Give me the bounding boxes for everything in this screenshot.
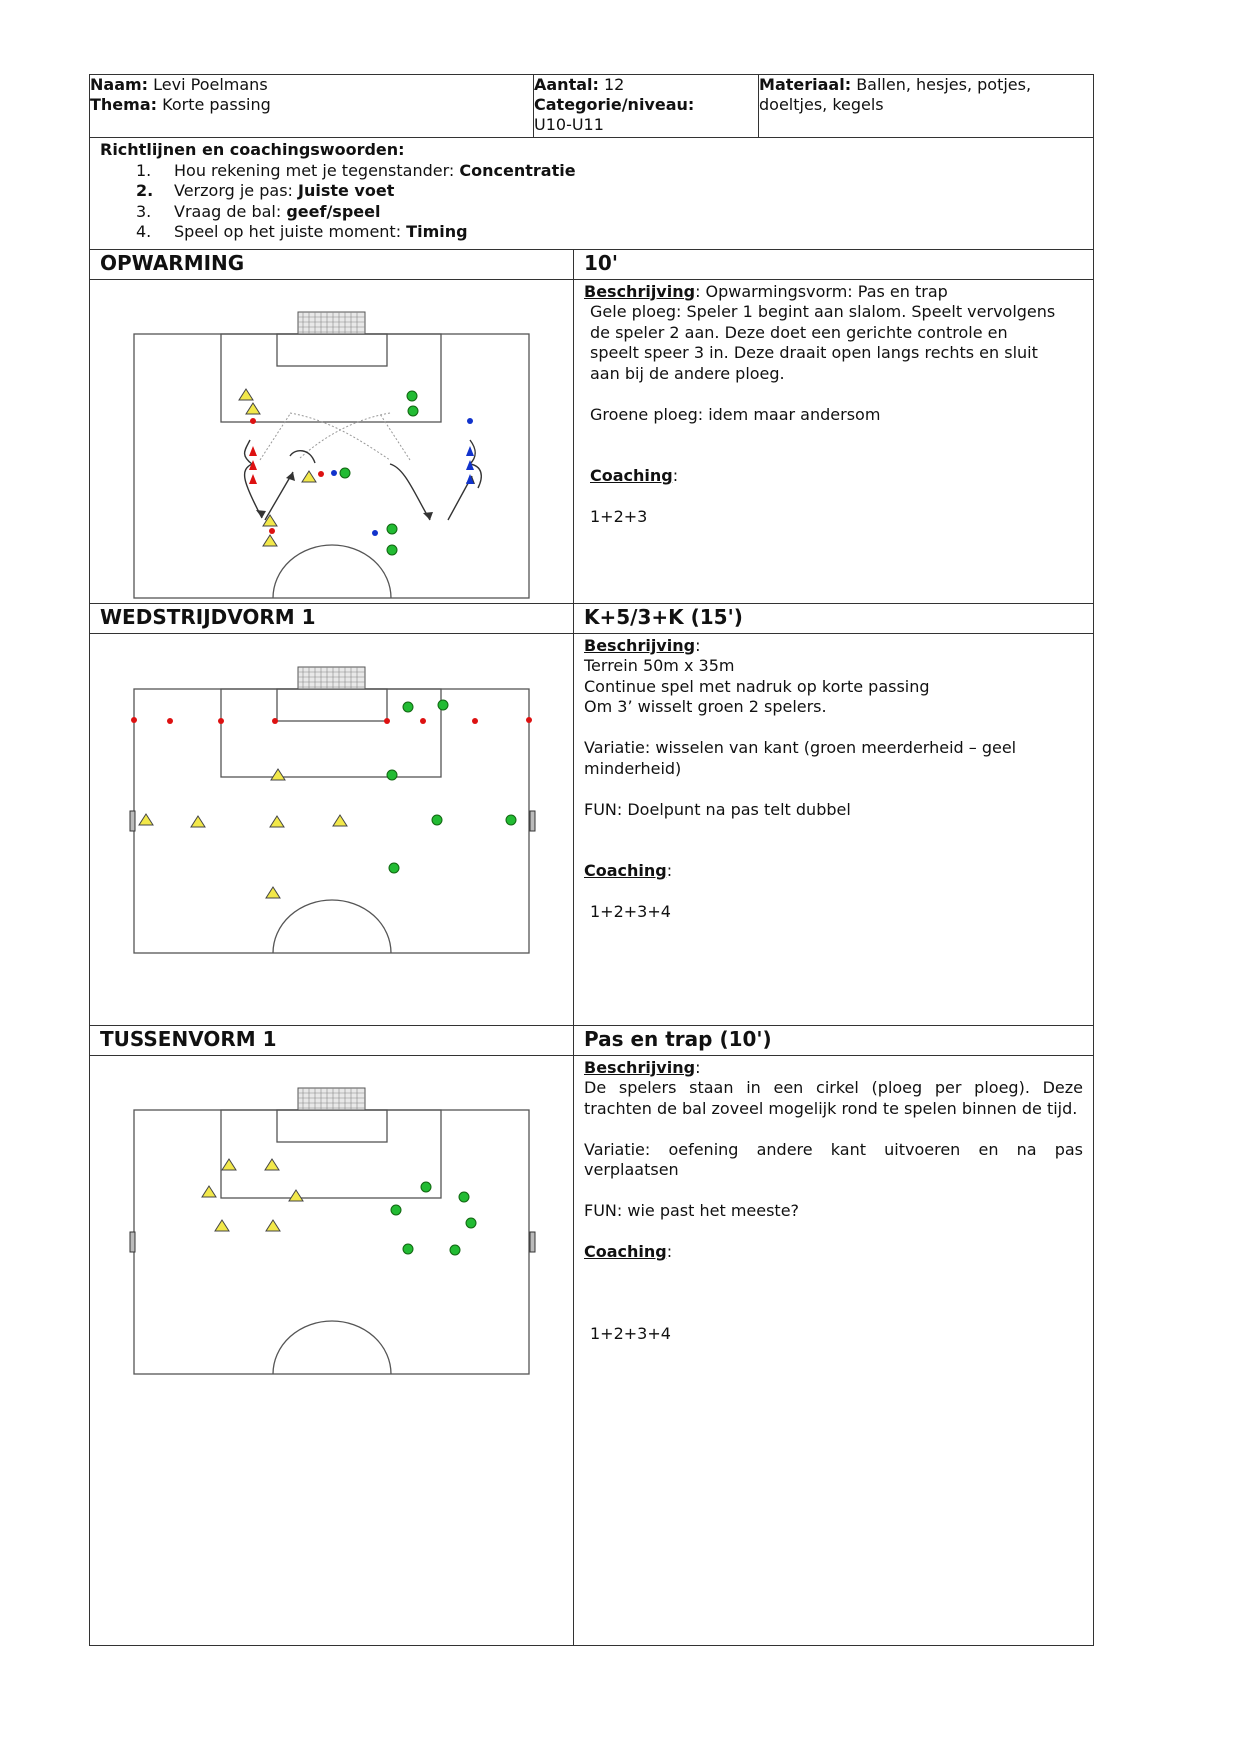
- side-goals: [130, 811, 535, 831]
- section-title-tussenvorm: TUSSENVORM 1: [90, 1025, 574, 1055]
- red-cone: [249, 474, 257, 484]
- section-opwarming-body: [90, 279, 1094, 603]
- diagram-cell-wedstrijdvorm: [90, 633, 574, 1025]
- side-goal-right: [530, 811, 535, 831]
- green-player: [387, 524, 397, 534]
- diagram-cell-opwarming: [90, 279, 574, 603]
- beschrijving-label: Beschrijving: [584, 1057, 696, 1077]
- coaching-label: Coaching: [584, 861, 667, 880]
- training-table: [89, 74, 1094, 1646]
- section-right-title-wedstrijdvorm: K+5/3+K (15'): [574, 603, 1094, 633]
- naam-label: Naam:: [90, 75, 149, 94]
- aantal-value: 12: [604, 75, 625, 94]
- centre-circle-arc: [273, 1321, 391, 1374]
- guideline-item: [100, 161, 1083, 182]
- guidelines-list: [100, 161, 1083, 243]
- aantal-label: Aantal:: [534, 75, 599, 94]
- yellow-player: [139, 814, 153, 825]
- red-marker: [384, 718, 390, 724]
- section-right-title-opwarming: 10': [574, 249, 1094, 279]
- field-border: [134, 689, 529, 953]
- side-goal-right: [530, 1232, 535, 1252]
- section-wedstrijdvorm-body: [90, 633, 1094, 1025]
- penalty-box: [221, 1110, 441, 1198]
- section-title-opwarming: OPWARMING: [90, 249, 574, 279]
- side-goal-left: [130, 1232, 135, 1252]
- green-player: [340, 468, 350, 478]
- yellow-player: [266, 887, 280, 898]
- guideline-keyword: Juiste voet: [298, 181, 395, 200]
- guideline-item: [100, 181, 1083, 202]
- yellow-player: [271, 769, 285, 780]
- materiaal-value: Ballen, hesjes, potjes,: [856, 75, 1032, 94]
- goal-net: [298, 1088, 365, 1110]
- coaching-value: 1+2+3+4: [590, 902, 671, 921]
- beschrijving-first: : Opwarmingsvorm: Pas en trap: [695, 281, 948, 301]
- green-player: [391, 1205, 401, 1215]
- ball-red: [318, 471, 324, 477]
- ball-path: [290, 413, 390, 460]
- yellow-players: [202, 1159, 303, 1231]
- ball-path: [260, 414, 290, 460]
- goal-area: [277, 334, 387, 366]
- side-goals: [130, 1232, 535, 1252]
- ball-paths: [260, 413, 410, 460]
- yellow-player: [302, 471, 316, 482]
- green-player: [466, 1218, 476, 1228]
- guideline-number: 3.: [136, 201, 152, 221]
- green-player: [438, 700, 448, 710]
- coaching-label: Coaching: [590, 466, 673, 485]
- green-player: [387, 545, 397, 555]
- diagram-opwarming: [90, 280, 574, 603]
- thema-label: Thema:: [90, 95, 158, 114]
- ball-blue: [331, 470, 337, 476]
- yellow-player: [239, 389, 253, 400]
- section-title-wedstrijdvorm: WEDSTRIJDVORM 1: [90, 603, 574, 633]
- fun-text: FUN: wie past het meeste?: [584, 1201, 800, 1220]
- red-marker: [218, 718, 224, 724]
- groene-ploeg-text: Groene ploeg: idem maar andersom: [590, 404, 881, 424]
- yellow-player: [289, 1190, 303, 1201]
- guideline-text: Hou rekening met je tegenstander:: [174, 160, 460, 180]
- red-marker: [167, 718, 173, 724]
- green-player: [421, 1182, 431, 1192]
- run-arrow: [290, 450, 315, 462]
- green-players: [391, 1182, 476, 1255]
- green-player: [450, 1245, 460, 1255]
- centre-circle-arc: [273, 900, 391, 953]
- beschrijving-label: Beschrijving: [584, 635, 696, 655]
- description-text: De spelers staan in een cirkel (ploeg per ploeg). Deze trachten de bal zoveel mogelijk rond te spelen binnen de tijd.: [584, 1078, 1084, 1118]
- section-opwarming-header: [90, 249, 1094, 279]
- section-wedstrijdvorm-header: [90, 603, 1094, 633]
- arrow-head: [286, 472, 295, 481]
- coaching-value: 1+2+3+4: [590, 1324, 671, 1343]
- ball-blue: [467, 418, 473, 424]
- guideline-text: Speel op het juiste moment:: [174, 222, 407, 241]
- red-marker: [420, 718, 426, 724]
- variatie-text: Variatie: wisselen van kant (groen meerderheid – geel minderheid): [584, 738, 1017, 778]
- goal-net: [298, 667, 365, 689]
- description-line: de speler 2 aan. Deze doet een gerichte controle en: [590, 322, 1008, 342]
- yellow-player: [215, 1220, 229, 1231]
- ball-red: [250, 418, 256, 424]
- green-players: [387, 700, 516, 873]
- diagram-wedstrijdvorm: [90, 634, 574, 1025]
- guidelines-cell: [90, 138, 1094, 250]
- green-players: [340, 391, 418, 555]
- guidelines-title: Richtlijnen en coachingswoorden:: [100, 140, 405, 159]
- coaching-value: 1+2+3: [590, 507, 648, 526]
- diagram-tussenvorm: [90, 1056, 574, 1386]
- green-player: [403, 702, 413, 712]
- materiaal-label: Materiaal:: [759, 75, 852, 94]
- fun-text: FUN: Doelpunt na pas telt dubbel: [584, 799, 851, 819]
- guideline-text: Verzorg je pas:: [174, 181, 298, 200]
- guideline-number: 1.: [136, 160, 152, 180]
- blue-cone: [466, 446, 474, 456]
- ball-red: [269, 528, 275, 534]
- header-naam-cell: [90, 75, 534, 138]
- guideline-number: 2.: [136, 181, 154, 200]
- run-arrow: [390, 464, 430, 520]
- centre-circle-arc: [273, 545, 391, 598]
- ball-markers: [250, 418, 473, 536]
- description-line: aan bij de andere ploeg.: [590, 363, 785, 383]
- description-line: Gele ploeg: Speler 1 begint aan slalom. Speelt vervolgens: [590, 302, 1056, 321]
- red-marker: [131, 717, 137, 723]
- header-materiaal-cell: [759, 75, 1094, 138]
- guideline-keyword: Timing: [406, 222, 468, 241]
- green-player: [387, 770, 397, 780]
- guideline-keyword: geef/speel: [286, 201, 381, 221]
- yellow-player: [263, 535, 277, 546]
- yellow-player: [263, 515, 277, 526]
- run-arrow: [245, 464, 262, 518]
- section-tussenvorm-header: [90, 1025, 1094, 1055]
- goal-area: [277, 689, 387, 721]
- description-line: Continue spel met nadruk op korte passing: [584, 676, 930, 696]
- goal-area: [277, 1110, 387, 1142]
- green-player: [407, 391, 417, 401]
- variatie-text: Variatie: oefening andere kant uitvoeren en na pas verplaatsen: [584, 1139, 1084, 1179]
- red-marker: [472, 718, 478, 724]
- green-player: [432, 815, 442, 825]
- field-outline: [134, 1110, 529, 1374]
- guideline-item: [100, 202, 1083, 223]
- yellow-player: [202, 1186, 216, 1197]
- guideline-keyword: Concentratie: [459, 160, 576, 180]
- description-line: speelt speer 3 in. Deze draait open langs rechts en sluit: [590, 343, 1038, 362]
- guideline-text: Vraag de bal:: [174, 201, 287, 221]
- red-marker: [272, 718, 278, 724]
- green-player: [408, 406, 418, 416]
- section-right-title-tussenvorm: Pas en trap (10'): [574, 1025, 1094, 1055]
- ball-path: [380, 414, 410, 460]
- yellow-players: [139, 769, 347, 898]
- goal-net: [298, 312, 365, 334]
- green-player: [459, 1192, 469, 1202]
- categorie-label: Categorie/niveau:: [534, 95, 695, 114]
- description-cell-wedstrijdvorm: Beschrijving: Terrein 50m x 35m Continue spel met nadruk op korte passing Om 3’ wisselt groen 2 spelers. Variatie: wisselen van kant (groen meerderheid – geel minderheid) FUN: Doelpunt na pas telt dubbel Coaching: 1+2+3+4: [574, 633, 1094, 1025]
- field-outline: [134, 689, 529, 953]
- yellow-player: [191, 816, 205, 827]
- diagram-cell-tussenvorm: [90, 1055, 574, 1645]
- green-player: [389, 863, 399, 873]
- run-arrows: [245, 440, 482, 520]
- ball-path: [300, 413, 390, 458]
- run-arrow: [265, 472, 293, 520]
- field-border: [134, 1110, 529, 1374]
- description-cell-opwarming: Beschrijving: Opwarmingsvorm: Pas en trap Gele ploeg: Speler 1 begint aan slalom. Speelt vervolgens de speler 2 aan. Deze doet een gerichte controle en speelt speer 3 in. Deze draait open langs rechts en sluit aan bij de andere ploeg. Groene ploeg: idem maar andersom Coaching: 1+2+3: [574, 279, 1094, 603]
- yellow-player: [270, 816, 284, 827]
- yellow-player: [333, 815, 347, 826]
- guideline-number: 4.: [136, 222, 152, 241]
- thema-value: Korte passing: [162, 95, 271, 114]
- yellow-player: [265, 1159, 279, 1170]
- yellow-player: [266, 1220, 280, 1231]
- header-row: [90, 75, 1094, 138]
- red-cone: [249, 446, 257, 456]
- side-goal-left: [130, 811, 135, 831]
- arrow-head: [423, 512, 433, 520]
- training-sheet: [89, 74, 1093, 1646]
- header-aantal-cell: [534, 75, 759, 138]
- materiaal-value-2: doeltjes, kegels: [759, 95, 884, 114]
- yellow-player: [222, 1159, 236, 1170]
- description-line: Terrein 50m x 35m: [584, 656, 735, 675]
- green-player: [403, 1244, 413, 1254]
- categorie-value: U10-U11: [534, 115, 604, 134]
- naam-value: Levi Poelmans: [153, 75, 268, 94]
- guidelines-row: [90, 138, 1094, 250]
- ball-blue: [372, 530, 378, 536]
- guideline-item: [100, 222, 1083, 243]
- coaching-label: Coaching: [584, 1242, 667, 1261]
- red-marker: [526, 717, 532, 723]
- yellow-player: [246, 403, 260, 414]
- green-player: [506, 815, 516, 825]
- description-line: Om 3’ wisselt groen 2 spelers.: [584, 697, 827, 716]
- section-tussenvorm-body: [90, 1055, 1094, 1645]
- description-cell-tussenvorm: Beschrijving: De spelers staan in een cirkel (ploeg per ploeg). Deze trachten de bal zoveel mogelijk rond te spelen binnen de tijd. Variatie: oefening andere kant uitvoeren en na pas verplaatsen FUN: wie past het meeste? Coaching: 1+2+3+4: [574, 1055, 1094, 1645]
- beschrijving-label: Beschrijving: [584, 281, 696, 301]
